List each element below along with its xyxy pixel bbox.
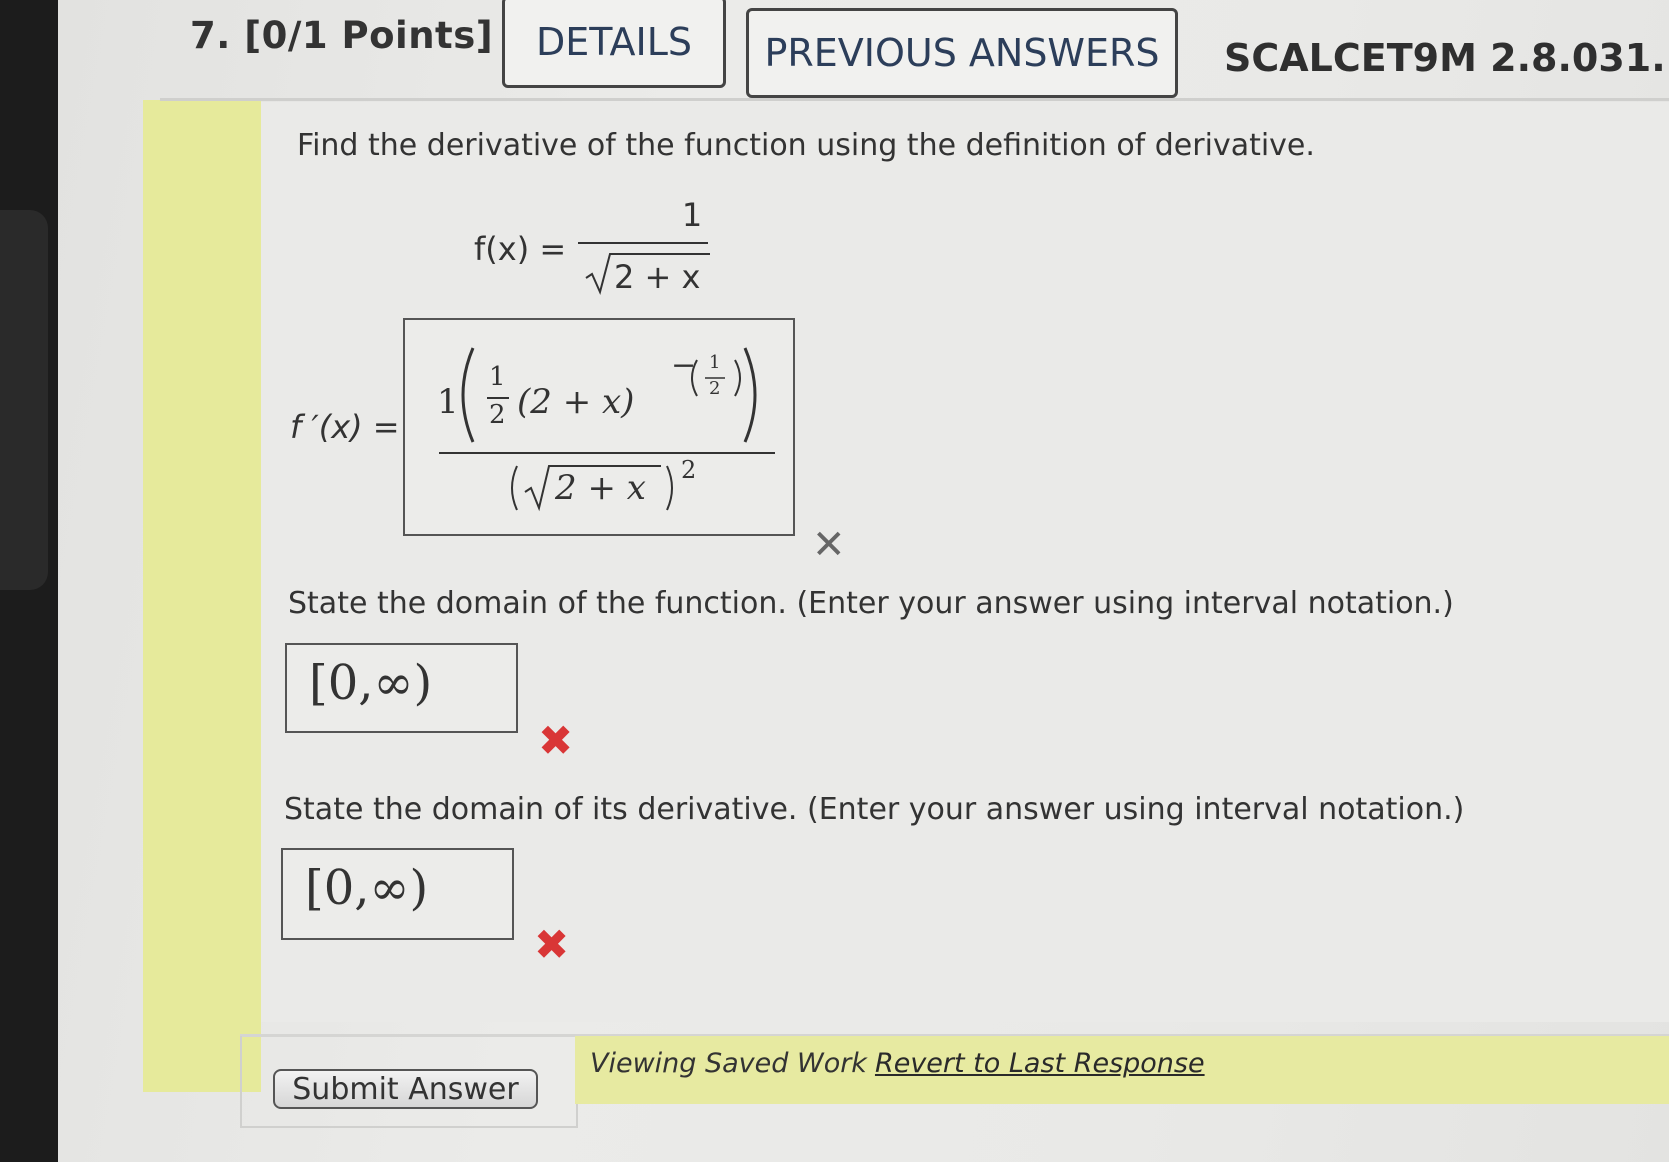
details-button[interactable]: DETAILS [502,0,726,88]
prompt-domain-function: State the domain of the function. (Enter your answer using interval notation.) [288,586,1454,621]
points-label: [0/1 Points] [244,14,494,57]
prompt-derivative: Find the derivative of the function using the definition of derivative. [297,128,1315,163]
function-numerator: 1 [681,196,703,234]
domain-derivative-answer-field[interactable] [281,848,514,940]
problem-code: SCALCET9M 2.8.031. [1224,36,1666,80]
question-number: 7. [190,14,231,57]
domain-function-answer: [0,∞) [309,655,433,711]
question-highlight-strip [143,100,261,1092]
domain-derivative-answer: [0,∞) [305,860,429,916]
device-bezel-tab [0,210,48,590]
fraction-bar [578,242,708,244]
previous-answers-button[interactable]: PREVIOUS ANSWERS [746,8,1178,98]
revert-link[interactable]: Revert to Last Response [874,1048,1205,1079]
derivative-expression [435,340,775,520]
half-numerator: 1 [489,362,506,392]
function-lhs: f(x) = [474,230,567,268]
header-divider [160,98,1669,101]
submit-answer-button[interactable]: Submit Answer [273,1069,538,1109]
half-denominator: 2 [489,400,506,430]
exponent-denominator: 2 [709,378,721,399]
function-radicand: 2 + x [614,258,701,296]
derivative-lead-coefficient: 1 [437,382,459,422]
derivative-answer-field[interactable] [403,318,795,536]
question-header [190,14,493,57]
exponent-numerator: 1 [709,352,721,373]
incorrect-mark-icon: ✕ [812,522,846,568]
derivative-label: f ′(x) = [290,408,400,446]
derivative-base: (2 + x) [517,382,635,422]
exponent-sign: − [671,348,697,383]
domain-function-answer-field[interactable] [285,643,518,733]
derivative-den-power: 2 [681,456,697,484]
derivative-fraction-bar [439,452,775,454]
derivative-den-radicand: 2 + x [555,468,646,508]
viewing-saved-text: Viewing Saved Work [590,1048,867,1079]
incorrect-mark-icon: ✖ [534,920,570,969]
incorrect-mark-icon: ✖ [538,716,574,765]
prompt-domain-derivative: State the domain of its derivative. (Enter your answer using interval notation.) [284,792,1465,827]
saved-work-notice [590,1048,1205,1079]
